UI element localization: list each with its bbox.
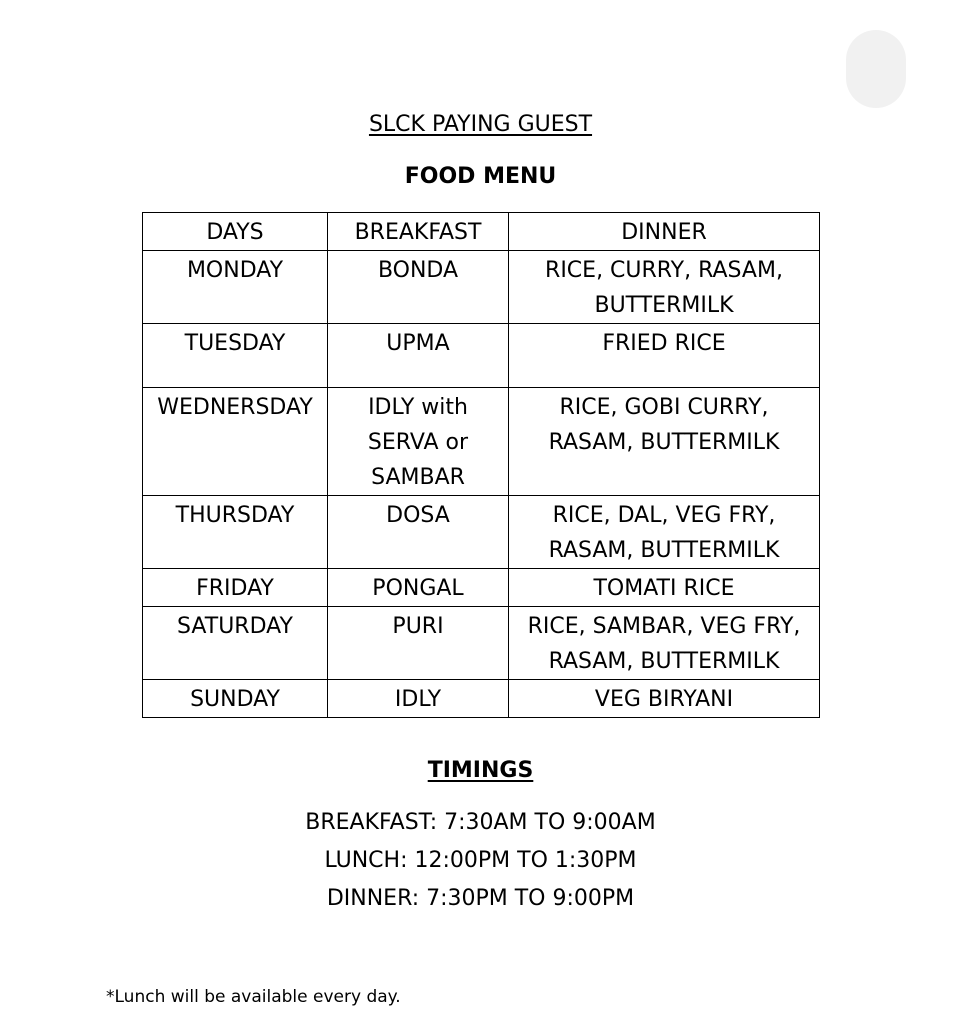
breakfast-cell <box>328 607 509 680</box>
day-cell: WEDNERSDAY <box>143 388 328 496</box>
breakfast-line: BONDA <box>377 258 459 283</box>
page-title: SLCK PAYING GUEST <box>368 112 593 137</box>
day-cell: SATURDAY <box>143 607 328 680</box>
table-row-friday <box>143 569 820 607</box>
table-row-wednesday <box>143 388 820 496</box>
breakfast-line: PONGAL <box>372 576 464 601</box>
dinner-cell <box>509 680 820 718</box>
dinner-line: RICE, DAL, VEG FRY, <box>552 503 776 528</box>
food-menu-table <box>142 212 820 718</box>
dinner-line: RASAM, BUTTERMILK <box>548 538 780 563</box>
footnote: *Lunch will be available every day. <box>106 987 401 1007</box>
dinner-cell <box>509 496 820 569</box>
page-subtitle: FOOD MENU <box>404 164 557 189</box>
table-row-sunday <box>143 680 820 718</box>
column-header-days: DAYS <box>143 213 328 251</box>
breakfast-line: SAMBAR <box>371 465 465 490</box>
dinner-line: TOMATI RICE <box>593 576 735 601</box>
breakfast-line: UPMA <box>386 331 450 356</box>
breakfast-cell <box>328 569 509 607</box>
breakfast-line: DOSA <box>386 503 450 528</box>
breakfast-cell <box>328 496 509 569</box>
table-row-tuesday <box>143 324 820 388</box>
table-header-row <box>143 213 820 251</box>
column-header-breakfast: BREAKFAST <box>328 213 509 251</box>
breakfast-line: PURI <box>392 614 444 639</box>
breakfast-cell <box>328 388 509 496</box>
day-cell: MONDAY <box>143 251 328 324</box>
dinner-line: RICE, GOBI CURRY, <box>559 395 769 420</box>
table-row-saturday <box>143 607 820 680</box>
dinner-timing: DINNER: 7:30PM TO 9:00PM <box>326 886 635 911</box>
dinner-line: VEG BIRYANI <box>594 687 734 712</box>
breakfast-line: IDLY with <box>368 395 468 420</box>
day-cell: TUESDAY <box>143 324 328 388</box>
breakfast-timing: BREAKFAST: 7:30AM TO 9:00AM <box>305 810 656 835</box>
breakfast-line: SERVA or <box>367 430 469 455</box>
dinner-cell <box>509 607 820 680</box>
dinner-line: RICE, SAMBAR, VEG FRY, <box>527 614 801 639</box>
breakfast-cell <box>328 680 509 718</box>
corner-blob <box>846 30 906 108</box>
dinner-line: RASAM, BUTTERMILK <box>548 430 780 455</box>
dinner-line: BUTTERMILK <box>594 293 734 318</box>
day-cell: SUNDAY <box>143 680 328 718</box>
breakfast-line: IDLY <box>394 687 442 712</box>
dinner-cell <box>509 251 820 324</box>
table-row-thursday <box>143 496 820 569</box>
breakfast-cell <box>328 324 509 388</box>
column-header-dinner: DINNER <box>509 213 820 251</box>
dinner-cell <box>509 569 820 607</box>
lunch-timing: LUNCH: 12:00PM TO 1:30PM <box>324 848 637 873</box>
dinner-line: FRIED RICE <box>602 331 726 356</box>
dinner-cell <box>509 388 820 496</box>
day-cell: FRIDAY <box>143 569 328 607</box>
breakfast-cell <box>328 251 509 324</box>
timings-title: TIMINGS <box>427 758 534 783</box>
dinner-cell <box>509 324 820 388</box>
table-row-monday <box>143 251 820 324</box>
dinner-line: RASAM, BUTTERMILK <box>548 649 780 674</box>
day-cell: THURSDAY <box>143 496 328 569</box>
dinner-line: RICE, CURRY, RASAM, <box>545 258 783 283</box>
